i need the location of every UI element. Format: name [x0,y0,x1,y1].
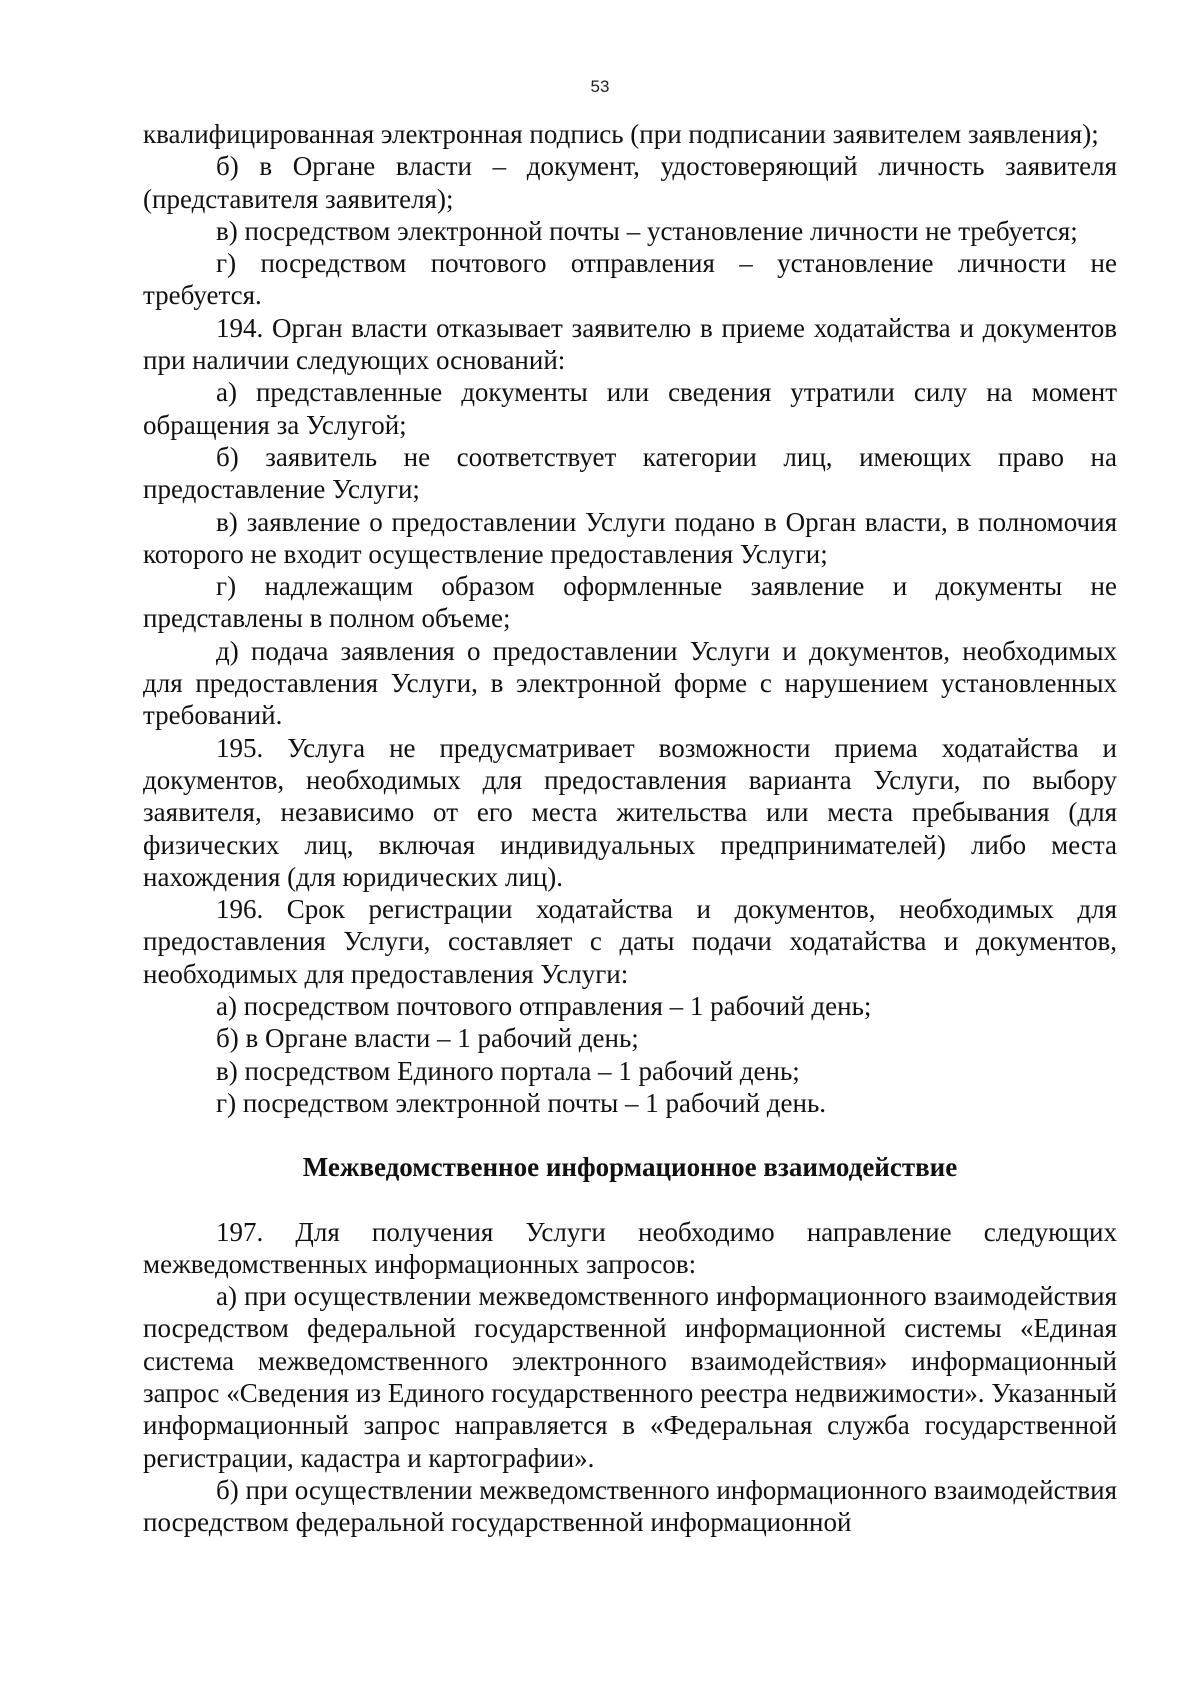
spacer [143,1119,1117,1151]
list-item-g-incomplete: г) надлежащим образом оформленные заявление и документы не представлены в полном объеме; [143,571,1117,634]
list-item-b-category: б) заявитель не соответствует категории лиц, имеющих право на предоставление Услуги; [143,441,1117,505]
document-body [143,118,1117,1538]
paragraph-continuation: квалифицированная электронная подпись (при подписании заявителем заявления); [143,119,1099,149]
list-item-v-authority: в) заявление о предоставлении Услуги подано в Орган власти, в полномочия которого не входит осуществление предоставления Услуги; [143,506,1117,569]
list-item-a-post: а) посредством почтового отправления – 1 рабочий день; [216,991,872,1022]
list-item-b-office-day: б) в Органе власти – 1 рабочий день; [216,1023,639,1054]
page-number: 53 [590,77,610,96]
clause-197: 197. Для получения Услуги необходимо направление следующих межведомственных информационных запросов: [143,1216,1117,1279]
clause-196: 196. Срок регистрации ходатайства и документов, необходимых для предоставления Услуги, составляет с даты подачи ходатайства и документов, необходимых для предоставления Услуги: [143,894,1117,989]
list-item-b-office: б) в Органе власти – документ, удостоверяющий личность заявителя (представителя заявителя); [143,151,1117,214]
list-item-v-portal: в) посредством Единого портала – 1 рабочий день; [216,1055,800,1086]
spacer [143,1184,1117,1216]
list-item-g-mail: г) посредством почтового отправления – установление личности не требуется. [143,248,1117,311]
clause-195: 195. Услуга не предусматривает возможности приема ходатайства и документов, необходимых для предоставления варианта Услуги, по выбору заявителя, независимо от его места жительства или места пребывания (для физических лиц, включая индивидуальных предпринимателей) либо места нахождения (для юридических лиц). [143,732,1117,892]
list-item-g-email-day: г) посредством электронной почты – 1 рабочий день. [216,1087,827,1118]
section-heading: Межведомственное информационное взаимодействие [302,1152,958,1183]
list-item-b-smev: б) при осуществлении межведомственного информационного взаимодействия посредством федеральной государственной информационной [143,1474,1117,1538]
list-item-a-smev: а) при осуществлении межведомственного информационного взаимодействия посредством федеральной государственной информационной системы «Единая система межведомственного электронного взаимодействия» информационный запрос «Сведения из Единого государственного реестра недвижимости». Указанный информационный запрос направляется в «Федеральная служба государственной регистрации, кадастра и картографии». [143,1281,1117,1473]
list-item-a-expired: а) представленные документы или сведения утратили силу на момент обращения за Услугой; [143,377,1117,440]
list-item-v-email: в) посредством электронной почты – установление личности не требуется; [216,215,1078,246]
clause-194: 194. Орган власти отказывает заявителю в приеме ходатайства и документов при наличии следующих оснований: [143,312,1117,376]
list-item-d-electronic: д) подача заявления о предоставлении Услуги и документов, необходимых для предоставления Услуги, в электронной форме с нарушением установленных требований. [143,635,1117,731]
